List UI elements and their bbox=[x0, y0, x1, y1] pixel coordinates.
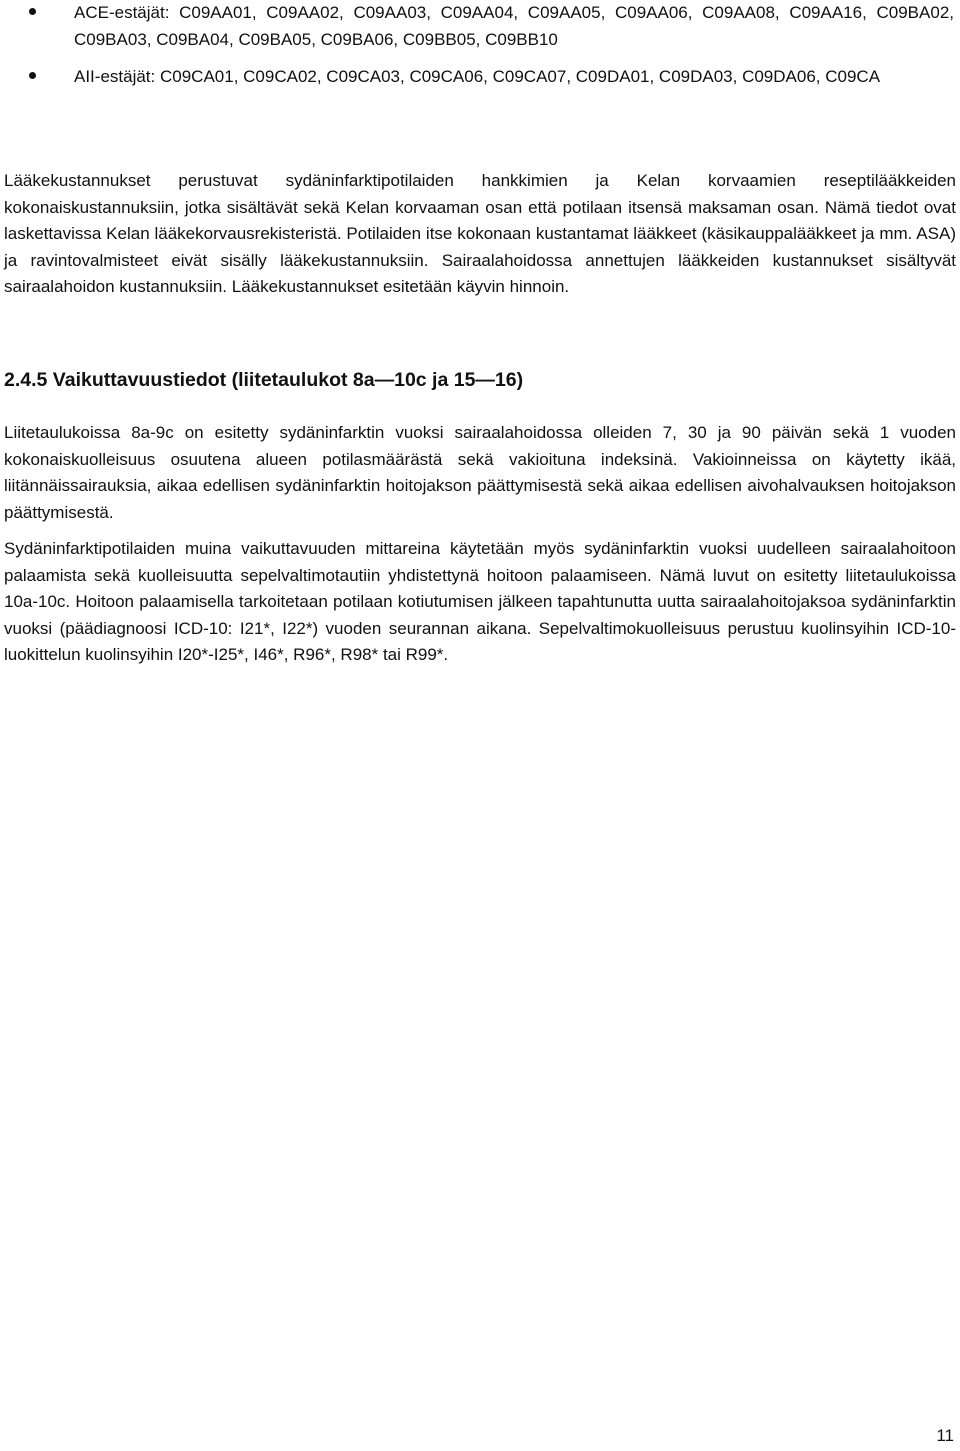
list-item-text: ACE-estäjät: C09AA01, C09AA02, C09AA03, C09AA04, C09AA05, C09AA06, C09AA08, C09AA16, C09BA02, C09BA03, C09BA04, C09BA05, C09BA06, C09BB05, C09BB10 bbox=[74, 3, 954, 49]
list-item-text: AII-estäjät: C09CA01, C09CA02, C09CA03, C09CA06, C09CA07, C09DA01, C09DA03, C09DA06, C09CA bbox=[74, 67, 881, 86]
list-item-aii-inhibitors bbox=[74, 63, 954, 90]
page-number: 11 bbox=[936, 1426, 954, 1445]
section-heading: 2.4.5 Vaikuttavuustiedot (liitetaulukot 8a—10c ja 15—16) bbox=[4, 369, 524, 391]
paragraph-other-measures: Sydäninfarktipotilaiden muina vaikuttavuuden mittareina käytetään myös sydäninfarktin vuoksi uudelleen sairaalahoitoon palaamista sekä kuolleisuutta sepelvaltimotautiin yhdistettynä hoitoon palaamiseen. Nämä luvut on esitetty liitetaulukoissa 10a-10c. Hoitoon palaamisella tarkoitetaan potilaan kotiutumisen jälkeen tapahtunutta uutta sairaalahoitojaksoa sydäninfarktin vuoksi (päädiagnoosi ICD-10: I21*, I22*) vuoden seurannan aikana. Sepelvaltimokuolleisuus perustuu kuolinsyihin ICD-10-luokittelun kuolinsyihin I20*-I25*, I46*, R96*, R98* tai R99*. bbox=[4, 539, 956, 665]
paragraph-drug-costs: Lääkekustannukset perustuvat sydäninfarktipotilaiden hankkimien ja Kelan korvaamien reseptilääkkeiden kokonaiskustannuksiin, jotka sisältävät sekä Kelan korvaaman osan että potilaan itsensä maksaman osan. Nämä tiedot ovat laskettavissa Kelan lääkekorvausrekisteristä. Potilaiden itse kokonaan kustantamat lääkkeet (käsikauppalääkkeet ja mm. ASA) ja ravintovalmisteet eivät sisälly lääkekustannuksiin. Sairaalahoidossa annettujen lääkkeiden kustannukset sisältyvät sairaalahoidon kustannuksiin. Lääkekustannukset esitetään käyvin hinnoin. bbox=[4, 171, 956, 297]
list-item-ace-inhibitors bbox=[74, 0, 954, 53]
bullet-icon bbox=[29, 8, 36, 15]
bullet-icon bbox=[29, 72, 36, 79]
paragraph-mortality: Liitetaulukoissa 8a-9c on esitetty sydäninfarktin vuoksi sairaalahoidossa olleiden 7, 30 ja 90 päivän sekä 1 vuoden kokonaiskuolleisuus osuutena alueen potilasmäärästä sekä vakioituna indeksinä. Vakioinneissa on käytetty ikää, liitännäissairauksia, aikaa edellisen sydäninfarktin hoitojakson päättymisestä sekä aikaa edellisen aivohalvauksen hoitojakson päättymisestä. bbox=[4, 423, 956, 522]
